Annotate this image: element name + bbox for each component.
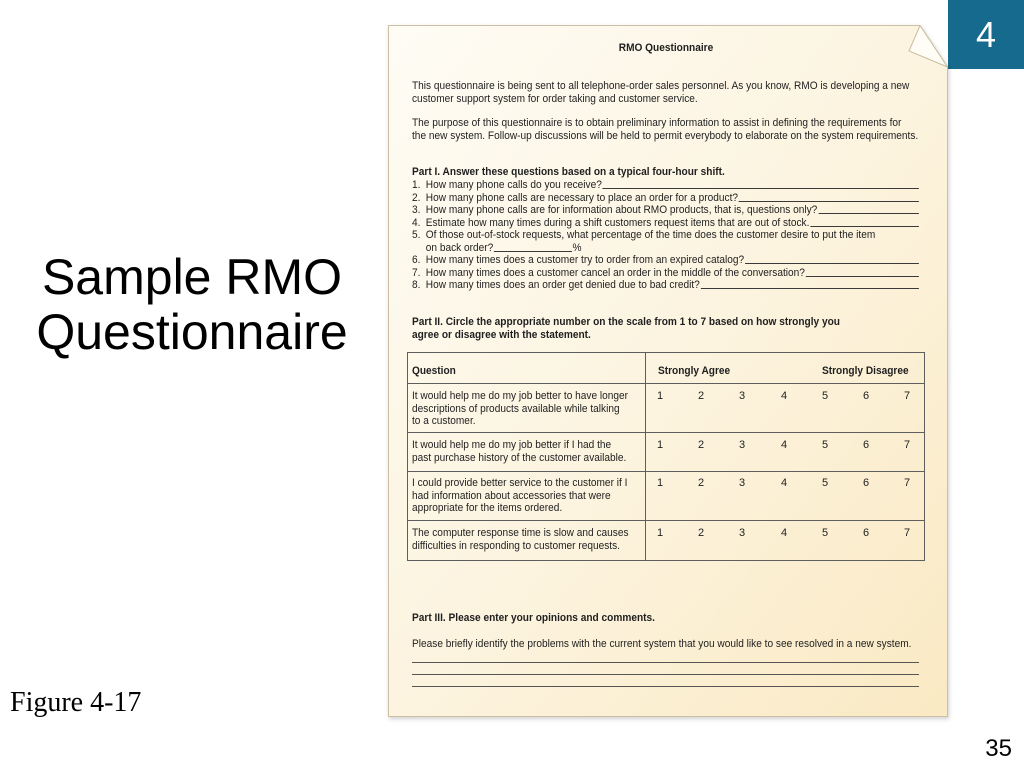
question-cell <box>412 390 628 428</box>
question-line: to a customer. <box>412 415 476 427</box>
item-text: Of those out-of-stock requests, what percentage of the time does the customer desire to put the item <box>425 229 876 241</box>
header-strongly-disagree: Strongly Disagree <box>822 365 909 377</box>
item-text: How many times does a customer try to order from an expired catalog? <box>425 254 745 266</box>
rating-scale <box>654 477 914 490</box>
item-number: 7. <box>412 266 421 279</box>
part1-item <box>412 229 919 242</box>
comment-line <box>412 662 919 663</box>
rating-option: 7 <box>903 390 911 402</box>
part2-heading-line: Part II. Circle the appropriate number on the scale from 1 to 7 based on how strongly you <box>412 316 840 328</box>
part1-question-list <box>412 179 919 292</box>
header-question: Question <box>412 365 456 377</box>
question-line: It would help me do my job better to have longer <box>412 390 629 402</box>
rating-scale <box>654 390 914 403</box>
part1-item-continuation <box>412 242 919 255</box>
rating-option: 5 <box>821 477 829 489</box>
rating-scale <box>654 439 914 452</box>
part1-item <box>412 279 919 292</box>
rating-option: 4 <box>780 390 788 402</box>
item-number: 5. <box>412 229 421 241</box>
rating-option: 4 <box>780 527 788 539</box>
rating-option: 3 <box>738 390 746 402</box>
item-number: 8. <box>412 279 421 291</box>
table-row-divider <box>408 383 924 384</box>
item-number: 4. <box>412 216 421 229</box>
item-indent <box>412 242 426 255</box>
item-text: Estimate how many times during a shift customers request items that are out of stock. <box>425 216 810 229</box>
answer-blank-line <box>810 226 919 227</box>
question-line: past purchase history of the customer available. <box>412 451 627 464</box>
chapter-number: 4 <box>975 13 997 55</box>
question-line: descriptions of products available while talking <box>412 402 620 415</box>
question-line: appropriate for the items ordered. <box>412 502 563 514</box>
rating-option: 1 <box>656 527 664 539</box>
header-strongly-agree: Strongly Agree <box>658 365 731 377</box>
question-cell <box>412 439 626 464</box>
table-column-divider <box>645 353 646 560</box>
answer-blank-line <box>806 276 919 277</box>
rating-option: 3 <box>738 527 746 539</box>
item-text: How many phone calls do you receive? <box>425 179 602 191</box>
table-row-divider <box>408 520 924 521</box>
part1-item <box>412 192 919 205</box>
rating-option: 4 <box>780 477 788 489</box>
item-number: 2. <box>412 191 421 204</box>
part3-heading: Part III. Please enter your opinions and comments. <box>412 612 655 624</box>
item-number: 6. <box>412 254 421 266</box>
rating-option: 3 <box>738 439 746 451</box>
slide-title <box>0 250 384 360</box>
answer-blank-line <box>701 288 919 289</box>
rating-option: 7 <box>903 439 911 451</box>
intro-line: customer support system for order taking and customer service. <box>412 93 698 105</box>
item-text: How many times does an order get denied due to bad credit? <box>425 279 700 291</box>
part1-item <box>412 204 919 217</box>
question-cell <box>412 527 629 552</box>
slide-title-line: Sample RMO <box>41 249 343 305</box>
answer-blank-line <box>818 213 919 214</box>
rating-option: 2 <box>697 477 705 489</box>
intro-line: This questionnaire is being sent to all telephone-order sales personnel. As you know, RMO is developing a new <box>412 80 910 92</box>
rating-option: 2 <box>697 527 705 539</box>
rating-option: 7 <box>903 527 911 539</box>
question-line: It would help me do my job better if I had the <box>412 439 612 451</box>
rating-option: 6 <box>862 390 870 402</box>
part2-heading-line: agree or disagree with the statement. <box>412 329 591 341</box>
rating-option: 3 <box>738 477 746 489</box>
item-text: How many times does a customer cancel an order in the middle of the conversation? <box>425 266 805 279</box>
intro-line: the new system. Follow-up discussions will be held to permit everybody to elaborate on the system requirements. <box>412 130 919 142</box>
intro-line: The purpose of this questionnaire is to obtain preliminary information to assist in defining the requirements for <box>412 117 902 129</box>
answer-blank-line <box>739 201 919 202</box>
rating-option: 6 <box>862 527 870 539</box>
answer-blank-line <box>745 263 919 264</box>
comment-line <box>412 674 919 675</box>
part3-prompt: Please briefly identify the problems with the current system that you would like to see resolved in a new system. <box>412 638 912 650</box>
rating-scale <box>654 527 914 540</box>
table-row-divider <box>408 432 924 433</box>
rating-option: 1 <box>656 390 664 402</box>
question-line: difficulties in responding to customer requests. <box>412 539 620 552</box>
page-number: 35 <box>985 735 1012 762</box>
answer-blank-line <box>603 188 919 189</box>
part1-item <box>412 267 919 280</box>
slide-title-line: Questionnaire <box>36 304 348 360</box>
question-line: had information about accessories that were <box>412 489 611 502</box>
answer-blank-line <box>494 251 572 252</box>
question-cell <box>412 477 627 515</box>
part1-item <box>412 254 919 267</box>
question-line: The computer response time is slow and causes <box>412 527 629 539</box>
item-number: 3. <box>412 204 421 216</box>
rating-option: 1 <box>656 477 664 489</box>
rating-option: 6 <box>862 477 870 489</box>
item-text: How many phone calls are for information about RMO products, that is, questions only? <box>425 204 818 216</box>
part1-item <box>412 179 919 192</box>
table-row-divider <box>408 471 924 472</box>
questionnaire-title: RMO Questionnaire <box>618 42 714 54</box>
chapter-badge <box>948 0 1024 69</box>
question-line: I could provide better service to the customer if I <box>412 477 628 489</box>
part1-item <box>412 217 919 230</box>
rating-option: 4 <box>780 439 788 451</box>
rating-option: 7 <box>903 477 911 489</box>
rating-option: 5 <box>821 390 829 402</box>
item-number: 1. <box>412 179 421 191</box>
item-text: How many phone calls are necessary to place an order for a product? <box>425 191 739 204</box>
percent-sign: % <box>572 241 582 254</box>
item-text: on back order? <box>425 241 494 254</box>
comment-line <box>412 686 919 687</box>
figure-caption: Figure 4-17 <box>10 687 142 718</box>
rating-option: 2 <box>697 390 705 402</box>
rating-option: 5 <box>821 439 829 451</box>
rating-option: 1 <box>656 439 664 451</box>
questionnaire-document <box>388 25 948 717</box>
rating-option: 2 <box>697 439 705 451</box>
rating-option: 6 <box>862 439 870 451</box>
part1-heading: Part I. Answer these questions based on a typical four-hour shift. <box>412 166 725 178</box>
rating-option: 5 <box>821 527 829 539</box>
